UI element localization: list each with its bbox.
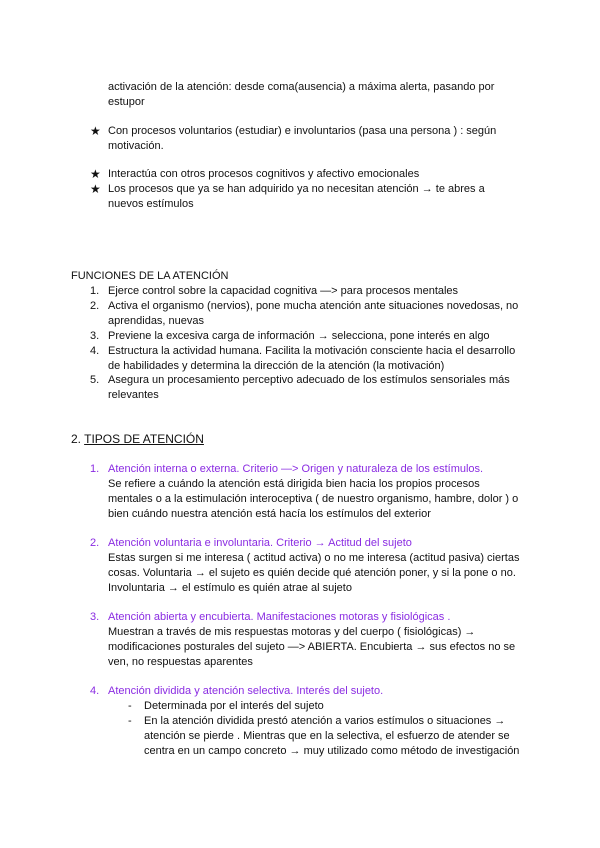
tipo-4-heading: Atención dividida y atención selectiva. Interés del sujeto. xyxy=(108,685,384,697)
tipo-1-body-3: bien cuándo nuestra atención está hacía los estímulos del exterior xyxy=(108,508,431,520)
bullet-3-line-2: nuevos estímulos xyxy=(108,198,194,210)
funcion-5-line-2: relevantes xyxy=(108,389,159,401)
tipo-3-number: 3. xyxy=(90,611,100,623)
tipo-3-body-2: modificaciones posturales del sujeto —> ABIERTA. Encubierta → sus efectos no se xyxy=(108,641,516,653)
funcion-5-number: 5. xyxy=(90,374,100,386)
funcion-3-number: 3. xyxy=(90,330,100,342)
funciones-title: FUNCIONES DE LA ATENCIÓN xyxy=(71,270,229,282)
intro-line-1: activación de la atención: desde coma(ausencia) a máxima alerta, pasando por xyxy=(108,81,495,93)
tipo-1-number: 1. xyxy=(90,463,100,475)
tipos-number: 2. xyxy=(71,432,85,446)
bullet-3-line-1: Los procesos que ya se han adquirido ya no necesitan atención → te abres a xyxy=(108,183,485,195)
funcion-3-line-1: Previene la excesiva carga de información → selecciona, pone interés en algo xyxy=(108,330,490,342)
intro-line-2: estupor xyxy=(108,96,145,108)
funcion-2-line-2: aprendidas, nuevas xyxy=(108,315,205,327)
tipo-3-heading: Atención abierta y encubierta. Manifestaciones motoras y fisiológicas . xyxy=(108,611,451,623)
star-icon: ★ xyxy=(90,182,101,196)
dash-icon: - xyxy=(128,715,132,727)
tipo-3-body-1: Muestran a través de mis respuestas motoras y del cuerpo ( fisiológicas) → xyxy=(108,626,476,638)
dash-icon: - xyxy=(128,700,132,712)
bullet-1-line-2: motivación. xyxy=(108,140,164,152)
tipos-title: TIPOS DE ATENCIÓN xyxy=(84,432,204,446)
funcion-5-line-1: Asegura un procesamiento perceptivo adecuado de los estímulos sensoriales más xyxy=(108,374,510,386)
bullet-2-line-1: Interactúa con otros procesos cognitivos y afectivo emocionales xyxy=(108,168,420,180)
dash-2-line-1: En la atención dividida prestó atención a varios estímulos o situaciones → xyxy=(144,715,506,727)
funcion-1-line-1: Ejerce control sobre la capacidad cognitiva —> para procesos mentales xyxy=(108,285,459,297)
tipo-2-heading: Atención voluntaria e involuntaria. Criterio → Actitud del sujeto xyxy=(108,537,412,549)
star-icon: ★ xyxy=(90,167,101,181)
tipo-2-number: 2. xyxy=(90,537,100,549)
dash-2-line-3: centra en un campo concreto → muy utilizado como método de investigación xyxy=(144,745,520,757)
tipo-4-number: 4. xyxy=(90,685,100,697)
dash-2-line-2: atención se pierde . Mientras que en la selectiva, el esfuerzo de atender se xyxy=(144,730,510,742)
funcion-2-number: 2. xyxy=(90,300,100,312)
funcion-4-line-2: de habilidades y determina la dirección de la atención (la motivación) xyxy=(108,360,445,372)
funcion-4-number: 4. xyxy=(90,345,100,357)
funcion-4-line-1: Estructura la actividad humana. Facilita la motivación consciente hacia el desarrollo xyxy=(108,345,516,357)
funcion-2-line-1: Activa el organismo (nervios), pone mucha atención ante situaciones novedosas, no xyxy=(108,300,519,312)
star-icon: ★ xyxy=(90,124,101,138)
tipo-1-heading: Atención interna o externa. Criterio —> Origen y naturaleza de los estímulos. xyxy=(108,463,484,475)
tipos-heading xyxy=(71,433,204,446)
tipo-2-body-2: cosas. Voluntaria → el sujeto es quién decide qué atención poner, y si la pone o no. xyxy=(108,567,516,579)
tipo-2-body-1: Estas surgen si me interesa ( actitud activa) o no me interesa (actitud pasiva) ciertas xyxy=(108,552,520,564)
tipo-2-body-3: Involuntaria → el estímulo es quién atrae al sujeto xyxy=(108,582,352,594)
tipo-3-body-3: ven, no respuestas aparentes xyxy=(108,656,253,668)
dash-1-line-1: Determinada por el interés del sujeto xyxy=(144,700,324,712)
bullet-1-line-1: Con procesos voluntarios (estudiar) e involuntarios (pasa una persona ) : según xyxy=(108,125,497,137)
funcion-1-number: 1. xyxy=(90,285,100,297)
tipo-1-body-1: Se refiere a cuándo la atención está dirigida bien hacia los propios procesos xyxy=(108,478,480,490)
tipo-1-body-2: mentales o a la estimulación interoceptiva ( de nuestro organismo, hambre, dolor ) o xyxy=(108,493,519,505)
